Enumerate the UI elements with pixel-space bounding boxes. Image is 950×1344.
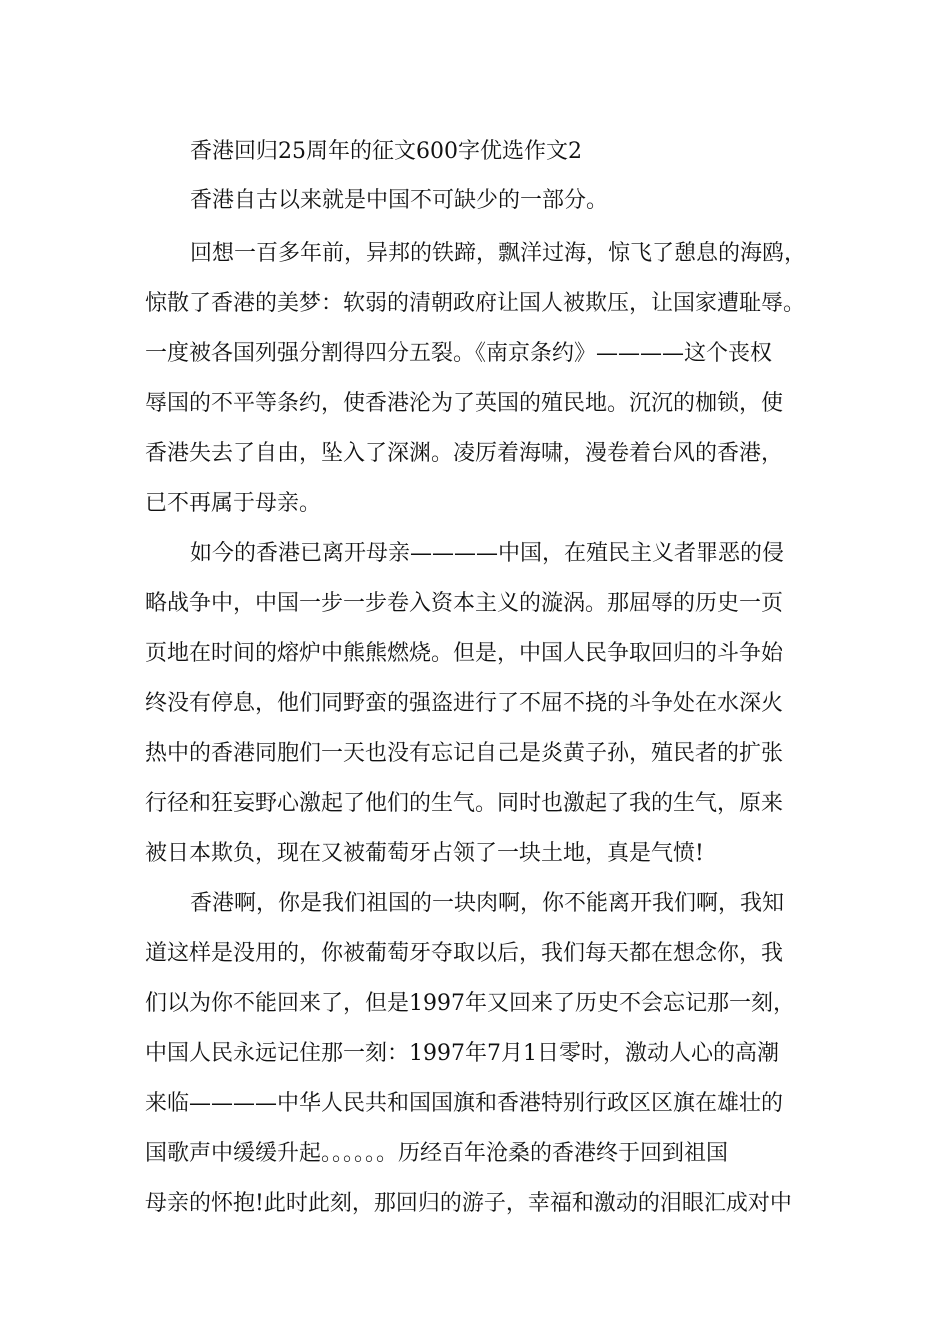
paragraph-line: 中国人民永远记住那一刻：1997年7月1日零时，激动人心的高潮: [145, 1041, 779, 1066]
paragraph-line: 如今的香港已离开母亲————中国，在殖民主义者罪恶的侵: [190, 541, 785, 566]
paragraph-line: 来临————中华人民共和国国旗和香港特别行政区区旗在雄壮的: [145, 1091, 784, 1116]
paragraph-line: 母亲的怀抱!此时此刻，那回归的游子，幸福和激动的泪眼汇成对中: [145, 1191, 792, 1216]
paragraph-line: 已不再属于母亲。: [145, 491, 322, 516]
paragraph-line: 终没有停息，他们同野蛮的强盗进行了不屈不挠的斗争处在水深火: [145, 691, 784, 716]
paragraph-line: 略战争中，中国一步一步卷入资本主义的漩涡。那屈辱的历史一页: [145, 591, 784, 616]
paragraph-line: 一度被各国列强分割得四分五裂。《南京条约》————这个丧权: [145, 341, 773, 366]
paragraph-line: 惊散了香港的美梦：软弱的清朝政府让国人被欺压，让国家遭耻辱。: [145, 291, 806, 316]
paragraph-line: 热中的香港同胞们一天也没有忘记自己是炎黄子孙，殖民者的扩张: [145, 741, 784, 766]
paragraph-line: 页地在时间的熔炉中熊熊燃烧。但是，中国人民争取回归的斗争始: [145, 641, 784, 666]
paragraph-line: 道这样是没用的，你被葡萄牙夺取以后，我们每天都在想念你，我: [145, 941, 784, 966]
paragraph-line: 香港自古以来就是中国不可缺少的一部分。: [190, 188, 609, 213]
document-title: 香港回归25周年的征文600字优选作文2: [190, 139, 582, 164]
paragraph-line: 香港啊，你是我们祖国的一块肉啊，你不能离开我们啊，我知: [190, 891, 785, 916]
paragraph-line: 行径和狂妄野心激起了他们的生气。同时也激起了我的生气，原来: [145, 791, 784, 816]
paragraph-line: 被日本欺负，现在又被葡萄牙占领了一块土地，真是气愤!: [145, 841, 704, 866]
paragraph-line: 们以为你不能回来了，但是1997年又回来了历史不会忘记那一刻，: [145, 991, 795, 1016]
paragraph-line: 回想一百多年前，异邦的铁蹄，飘洋过海，惊飞了憩息的海鸥，: [190, 241, 807, 266]
paragraph-line: 香港失去了自由，坠入了深渊。凌厉着海啸，漫卷着台风的香港，: [145, 441, 784, 466]
paragraph-line: 国歌声中缓缓升起。。。。。。历经百年沧桑的香港终于回到祖国: [145, 1141, 729, 1166]
paragraph-line: 辱国的不平等条约，使香港沦为了英国的殖民地。沉沉的枷锁，使: [145, 391, 784, 416]
